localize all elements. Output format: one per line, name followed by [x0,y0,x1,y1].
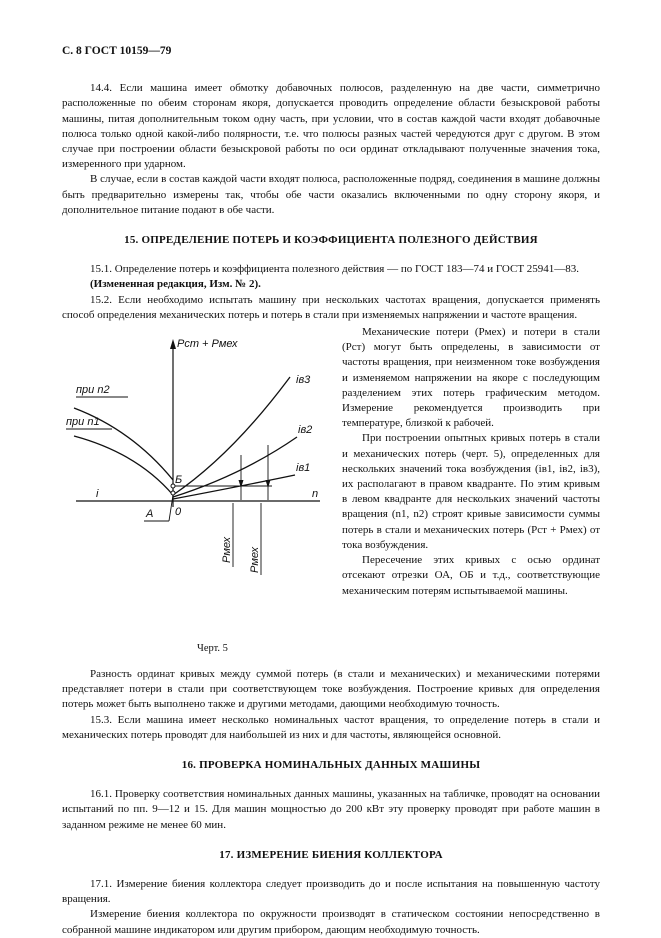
paragraph-14-4-cont: В случае, если в состав каждой части входят полюса, расположенные подряд, соединения в машине должны быть предварительно измерены так, чтобы обе части оказались включенными по одну сторону якоря, и дополнительное питание подают в обе части. [62,173,600,216]
paragraph-15-2-cont: Разность ординат кривых между суммой потерь (в стали и механических) и механическими потерями представляет потери в стали при соответствующем токе возбуждения. Построение кривых для определения потерь может быть выполнено также и другими методами, дающими необходимую точность. [62,668,600,711]
label-origin: 0 [175,506,182,519]
paragraph-17-1: 17.1. Измерение биения коллектора следует производить до и после испытания на повышенную частоту вращения. [62,878,600,906]
label-pmex-2: Pмех [249,547,261,574]
label-n: n [312,488,319,501]
label-a: А [146,508,154,521]
section-15-title: 15. ОПРЕДЕЛЕНИЕ ПОТЕРЬ И КОЭФФИЦИЕНТА ПОЛЕЗНОГО ДЕЙСТВИЯ [124,234,538,247]
point-a [171,491,175,495]
side-paragraph-3: Пересечение этих кривых с осью ординат отсекают отрезки ОА, ОБ и т.д., соответствующие механическим потерям испытываемой машины. [342,554,600,597]
curve-ib3 [173,377,290,495]
section-16-title: 16. ПРОВЕРКА НОМИНАЛЬНЫХ ДАННЫХ МАШИНЫ [181,759,481,772]
figure-caption: Черт. 5 [197,643,228,655]
curve-ib2 [173,437,297,497]
side-paragraph-1: Механические потери (Pмех) и потери в стали (Pст) могут быть определены, в зависимости от частоты вращения, при неизменном токе возбуждения и изменяемом напряжении на якоре с последующим разделением этих потерь графическим методом. Измерение рекомендуется производить при температуре, близкой к рабочей. [342,326,600,430]
page-header: С. 8 ГОСТ 10159—79 [62,45,172,57]
paragraph-16-1: 16.1. Проверку соответствия номинальных данных машины, указанных на табличке, проводят на основании испытаний по пп. 9—12 и 15. Для машин мощностью до 200 кВт эту проверку проводят при работе машин в заданном режиме не менее 60 мин. [62,788,600,831]
paragraph-17-1-cont: Измерение биения коллектора по окружности производят в статическом состоянии непосредственно в собранной машине индикатором или другим прибором, дающим необходимую точность. [62,908,600,936]
label-ib1: iв1 [296,462,311,475]
y-axis-arrow [170,339,176,349]
figure-side-text [342,325,600,599]
loss-diagram [62,325,340,637]
document-page [62,44,600,938]
label-ib3: iв3 [296,374,311,387]
paragraph-14-4: 14.4. Если машина имеет обмотку добавочных полюсов, разделенную на две части, симметрично расположенные по обеим сторонам якоря, допускается проводить определение области безыскровой работы машины, питая дополнительным током одну часть, при условии, что в состав каждой части входят добавочные полюса только одной какой-либо полярности, т.е. что полюсы разных частей чередуются друг с другом. В этом случае при построении области безыскровой работы по оси ординат откладывают полученные значения тока, измеренного при ударном. [62,82,600,171]
label-ib2: iв2 [298,424,313,437]
figure-5 [62,325,340,667]
label-n2: при n2 [76,384,110,397]
label-i: i [96,488,99,501]
label-pmex-1: Pмех [221,537,233,564]
paragraph-15-1: 15.1. Определение потерь и коэффициента полезного действия — по ГОСТ 183—74 и ГОСТ 25941—83. [90,263,580,276]
figure-row [62,325,600,667]
label-b: Б [175,474,183,487]
side-paragraph-2: При построении опытных кривых потерь в стали и механических потерь (черт. 5), определенных для нескольких значений тока возбуждения (iв1, iв2, iв3), их располагают в правом квадранте. По этим кривым в левом квадранте для нескольких значений частоты вращения (n1, n2) строят кривые зависимости суммы потерь в стали и механических потерь (Pст + Pмех) от тока возбуждения. [342,432,600,551]
edit-note: (Измененная редакция, Изм. № 2). [90,278,261,291]
y-axis-label: Pст + Pмех [177,338,238,351]
section-17-title: 17. ИЗМЕРЕНИЕ БИЕНИЯ КОЛЛЕКТОРА [219,848,443,861]
curve-n1 [74,436,173,495]
label-n1: при n1 [66,416,100,429]
paragraph-15-3: 15.3. Если машина имеет несколько номинальных частот вращения, то определение потерь в стали и механических потерь проводят для наибольшей из них и для частоты, являющейся основной. [62,713,600,741]
paragraph-15-2: 15.2. Если необходимо испытать машину при нескольких частотах вращения, допускается применять способ определения механических потерь и потерь в стали при изменяемых напряжении и частоте вращения. [62,293,600,321]
curve-ib1 [173,475,295,499]
